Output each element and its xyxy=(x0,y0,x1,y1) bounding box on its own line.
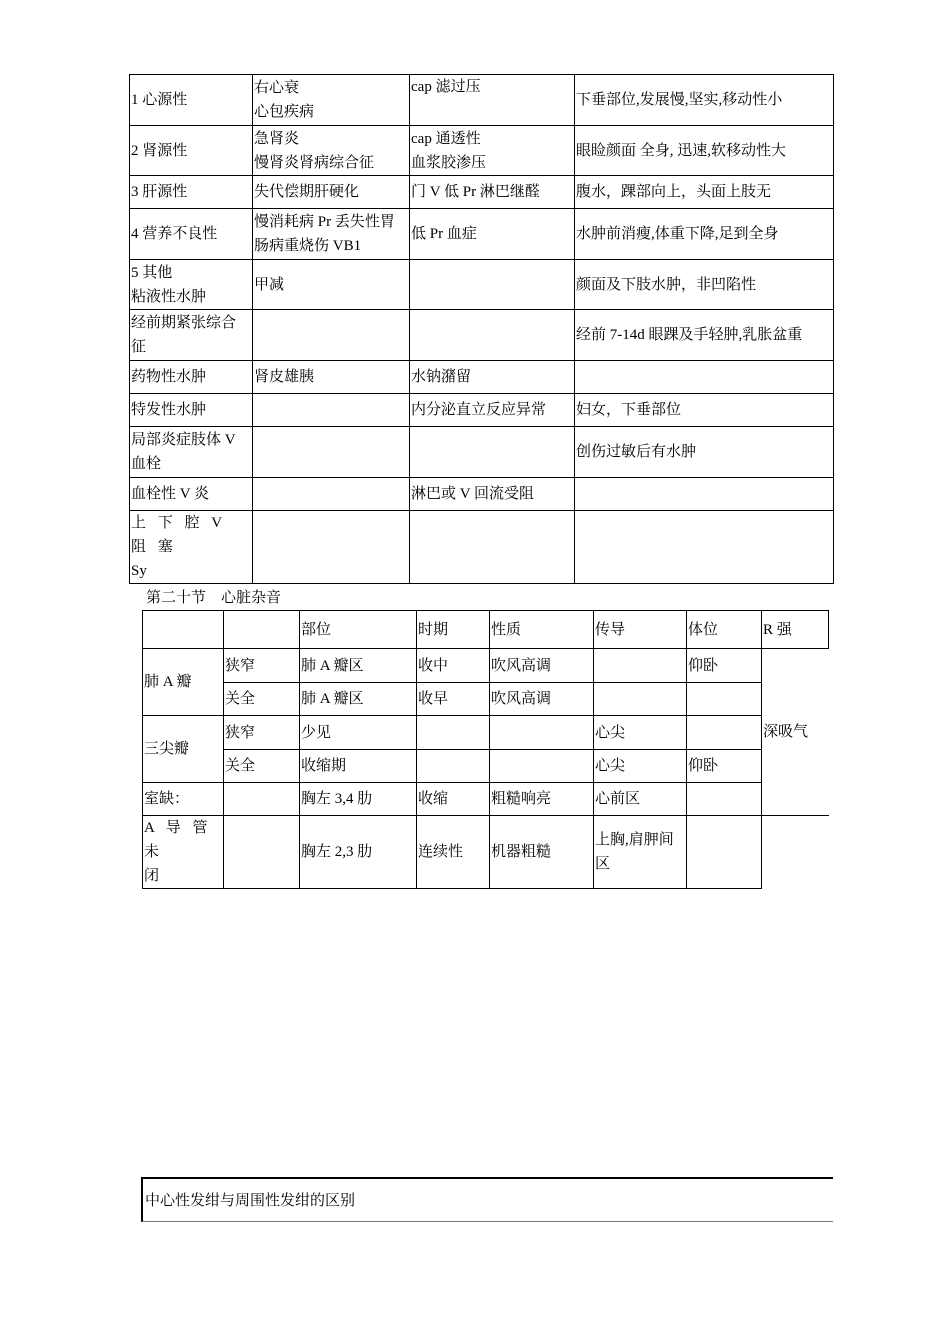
position-cell xyxy=(687,783,762,816)
cause-cell-line: 心包疾病 xyxy=(254,104,315,120)
type-cell xyxy=(130,260,253,310)
type-cell-line: 3 肝源性 xyxy=(131,184,188,200)
features-cell-line: 经前 7-14d 眼踝及手轻肿,乳胀盆重 xyxy=(576,327,803,343)
quality-cell xyxy=(490,716,594,750)
period-cell: 连续性 xyxy=(417,816,490,889)
quality-cell: 吹风高调 xyxy=(490,683,594,716)
header-cell: 性质 xyxy=(490,611,594,649)
mechanism-cell xyxy=(410,427,575,478)
radiation-cell xyxy=(594,649,687,683)
type-cell-line: 4 营养不良性 xyxy=(131,226,218,242)
mechanism-cell xyxy=(410,260,575,310)
features-cell-line: 水肿前消瘦,体重下降,足到全身 xyxy=(576,226,779,242)
type-cell-line: Sy xyxy=(131,563,147,579)
valve-label: 肺 A 瓣 xyxy=(143,649,224,716)
radiation-cell xyxy=(594,816,687,889)
type-cell-line: 血栓 xyxy=(131,456,162,472)
radiation-cell: 心前区 xyxy=(594,783,687,816)
header-cell: R 强 xyxy=(762,611,829,649)
features-cell-line: 创伤过敏后有水肿 xyxy=(576,444,697,460)
features-cell-line: 颜面及下肢水肿，非凹陷性 xyxy=(576,276,757,293)
period-cell xyxy=(417,750,490,783)
mechanism-cell-line: 水钠潴留 xyxy=(411,369,472,385)
mechanism-cell-line: 门 V 低 Pr 淋巴继醛 xyxy=(411,184,540,200)
edema-table xyxy=(129,74,834,584)
cyanosis-section xyxy=(141,1177,833,1222)
murmur-header-row xyxy=(143,611,829,649)
table-row xyxy=(130,176,834,209)
sub-cell: 关全 xyxy=(224,750,300,783)
mechanism-cell xyxy=(410,75,575,126)
row-label xyxy=(143,816,224,889)
table-row xyxy=(130,310,834,361)
radiation-line: 区 xyxy=(595,856,611,872)
cause-cell xyxy=(253,394,410,427)
table-row xyxy=(143,716,829,750)
cause-cell-line: 肾皮雄胰 xyxy=(254,369,315,385)
mechanism-cell-line: 淋巴或 V 回流受阻 xyxy=(411,486,535,502)
site-cell: 少见 xyxy=(300,716,417,750)
sub-cell: 狭窄 xyxy=(224,716,300,750)
features-cell-line: 眼睑颜面 全身, 迅速,软移动性大 xyxy=(576,142,787,159)
features-cell xyxy=(575,260,834,310)
type-cell-line: 2 肾源性 xyxy=(131,142,188,159)
cause-cell-line: 失代偿期肝硬化 xyxy=(254,184,360,200)
radiation-cell: 心尖 xyxy=(594,716,687,750)
features-cell xyxy=(575,394,834,427)
mechanism-cell xyxy=(410,394,575,427)
deep-breath-cell: 深吸气 xyxy=(762,649,829,816)
table-row xyxy=(130,427,834,478)
features-cell xyxy=(575,126,834,176)
sub-cell: 狭窄 xyxy=(224,649,300,683)
type-cell xyxy=(130,126,253,176)
valve-label: 三尖瓣 xyxy=(143,716,224,783)
type-cell xyxy=(130,394,253,427)
table-row xyxy=(130,511,834,584)
table-row xyxy=(130,260,834,310)
cause-cell xyxy=(253,209,410,260)
mechanism-cell xyxy=(410,176,575,209)
mechanism-cell xyxy=(410,361,575,394)
type-cell-line: 特发性水肿 xyxy=(131,402,207,418)
cause-cell xyxy=(253,427,410,478)
header-cell xyxy=(143,611,224,649)
cause-cell-line: 慢消耗病 Pr 丢失性胃 xyxy=(254,214,395,230)
features-cell xyxy=(575,511,834,584)
cause-cell xyxy=(253,478,410,511)
features-cell xyxy=(575,176,834,209)
murmur-section-title: 第二十节 心脏杂音 xyxy=(146,590,282,606)
table-row xyxy=(130,126,834,176)
table-row xyxy=(143,683,829,716)
radiation-line: 上胸,肩胛间 xyxy=(595,832,674,848)
features-cell xyxy=(575,209,834,260)
type-cell xyxy=(130,75,253,126)
type-cell-line: 局部炎症肢体 V xyxy=(131,432,236,448)
murmur-table xyxy=(142,610,829,889)
pda-label-line: 闭 xyxy=(144,868,160,884)
header-cell: 体位 xyxy=(687,611,762,649)
type-cell xyxy=(130,511,253,584)
position-cell: 仰卧 xyxy=(687,750,762,783)
features-cell-line: 下垂部位,发展慢,坚实,移动性小 xyxy=(576,92,783,108)
cause-cell-line: 甲减 xyxy=(254,276,285,293)
table-row xyxy=(130,361,834,394)
features-cell-line: 妇女，下垂部位 xyxy=(576,402,682,418)
type-cell-line: 上 下 腔 V 阻 塞 xyxy=(131,515,226,555)
mechanism-cell xyxy=(410,478,575,511)
quality-cell: 粗糙响亮 xyxy=(490,783,594,816)
period-cell: 收中 xyxy=(417,649,490,683)
position-cell xyxy=(687,683,762,716)
type-cell-line: 征 xyxy=(131,339,147,355)
type-cell xyxy=(130,209,253,260)
cause-cell xyxy=(253,511,410,584)
cause-cell xyxy=(253,260,410,310)
features-cell xyxy=(575,75,834,126)
type-cell-line: 1 心源性 xyxy=(131,92,188,108)
pda-label-line: A 导 管 未 xyxy=(144,820,212,860)
table-row xyxy=(130,75,834,126)
quality-cell: 机器粗糙 xyxy=(490,816,594,889)
radiation-cell xyxy=(594,683,687,716)
period-cell xyxy=(417,716,490,750)
sub-cell xyxy=(224,816,300,889)
cause-cell-line: 右心衰 xyxy=(254,80,300,96)
quality-cell xyxy=(490,750,594,783)
mechanism-cell-line: 低 Pr 血症 xyxy=(411,226,477,242)
row-label: 室缺： xyxy=(143,783,224,816)
mechanism-cell xyxy=(410,209,575,260)
period-cell: 收缩 xyxy=(417,783,490,816)
site-cell: 胸左 3,4 肋 xyxy=(300,783,417,816)
cyanosis-title: 中心性发绀与周围性发绀的区别 xyxy=(145,1193,356,1209)
position-cell xyxy=(687,716,762,750)
empty-cell xyxy=(762,816,829,889)
type-cell xyxy=(130,361,253,394)
mechanism-cell xyxy=(410,511,575,584)
cause-cell xyxy=(253,361,410,394)
cause-cell xyxy=(253,176,410,209)
type-cell-line: 5 其他 xyxy=(131,264,173,281)
table-row xyxy=(130,478,834,511)
sub-cell: 关全 xyxy=(224,683,300,716)
radiation-cell: 心尖 xyxy=(594,750,687,783)
header-cell: 时期 xyxy=(417,611,490,649)
mechanism-cell xyxy=(410,126,575,176)
type-cell-line: 血栓性 V 炎 xyxy=(131,486,210,502)
type-cell xyxy=(130,176,253,209)
features-cell-line: 腹水，踝部向上，头面上肢无 xyxy=(576,184,772,200)
sub-cell xyxy=(224,783,300,816)
type-cell-line: 经前期紧张综合 xyxy=(131,315,237,331)
table-row xyxy=(143,783,829,816)
table-row xyxy=(130,209,834,260)
cause-cell-line: 慢肾炎肾病综合征 xyxy=(254,154,375,171)
mechanism-cell-line: 血浆胶渗压 xyxy=(411,154,487,171)
mechanism-cell-line: 内分泌直立反应异常 xyxy=(411,402,547,418)
mechanism-cell xyxy=(410,310,575,361)
site-cell: 胸左 2,3 肋 xyxy=(300,816,417,889)
position-cell xyxy=(687,816,762,889)
header-cell xyxy=(224,611,300,649)
cause-cell xyxy=(253,310,410,361)
table-row xyxy=(143,750,829,783)
position-cell: 仰卧 xyxy=(687,649,762,683)
site-cell: 收缩期 xyxy=(300,750,417,783)
type-cell-line: 粘液性水肿 xyxy=(131,288,207,305)
features-cell xyxy=(575,478,834,511)
cause-cell xyxy=(253,126,410,176)
features-cell xyxy=(575,310,834,361)
site-cell: 肺 A 瓣区 xyxy=(300,683,417,716)
mechanism-cell-line: cap 通透性 xyxy=(411,130,481,147)
features-cell xyxy=(575,427,834,478)
header-cell: 传导 xyxy=(594,611,687,649)
type-cell xyxy=(130,310,253,361)
type-cell xyxy=(130,478,253,511)
mechanism-cell-line: cap 滤过压 xyxy=(411,79,481,95)
header-cell: 部位 xyxy=(300,611,417,649)
cause-cell xyxy=(253,75,410,126)
table-row xyxy=(130,394,834,427)
period-cell: 收早 xyxy=(417,683,490,716)
table-row xyxy=(143,649,829,683)
cause-cell-line: 急肾炎 xyxy=(254,130,300,147)
cause-cell-line: 肠病重烧伤 VB1 xyxy=(254,238,362,254)
type-cell-line: 药物性水肿 xyxy=(131,369,207,385)
features-cell xyxy=(575,361,834,394)
quality-cell: 吹风高调 xyxy=(490,649,594,683)
table-row xyxy=(143,816,829,889)
type-cell xyxy=(130,427,253,478)
site-cell: 肺 A 瓣区 xyxy=(300,649,417,683)
